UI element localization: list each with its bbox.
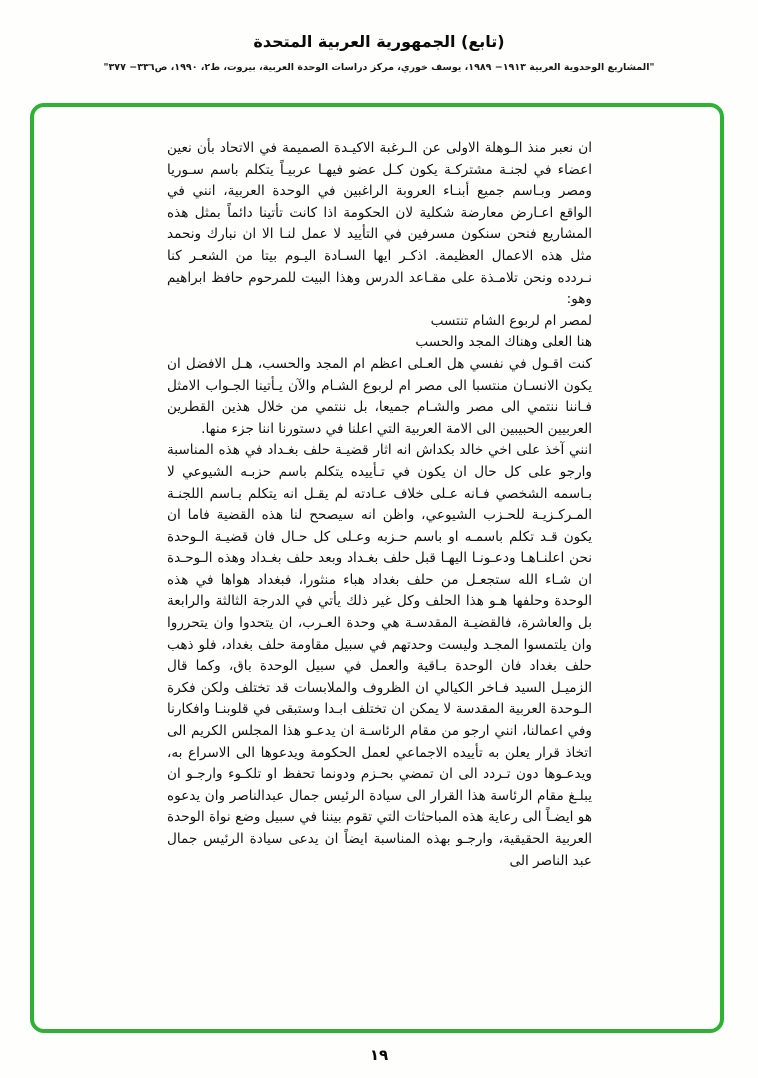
paragraph: ان نعبر منذ الـوهلة الاولى عن الـرغبة الاكيـدة الصميمة في الاتحاد بأن نعين اعضاء في لجنـة مشتركـة يكون كـل عضو فيهـا عربيـاً يتكلم باسم سـوريا ومصر وبـاسم جميع أبنـاء العروبة الراغبين في الوحدة العربية، انني في الواقع اعـارض معارضة شكلية لان الحكومة اذا كانت تأتينا دائماً بمثل هذه المشاريع فنحن سنكون مسرفين في التأييد لا عمل لنـا الا ان نبارك ونحمد مثل هذه الاعمال العظيمة. اذكـر ايها السـادة اليـوم بيتا من الشعـر كنا نـردده ونحن تلامـذة على مقـاعد الدرس وهذا البيت للمرحوم حافظ ابراهيم وهو: bbox=[167, 140, 592, 308]
poem-line: هنا العلى وهناك المجد والحسب bbox=[415, 334, 592, 351]
paragraph: انني آخذ على اخي خالد بكداش انه اثار قضيـة حلف بغـداد في هذه المناسبة وارجو على كل حال ان يكون في تـأييده يتكلم باسم حزبـه الشيوعي لا بـاسمه الشخصي فـانه عـلى خلاف عـادته لم يقـل انه يتكلم بـاسم اللجنـة المـركـزيـة للحـزب الشيوعي، واظن انه سيصحح لنا هذه القضية فاما ان يكون قـد تكلم باسمـه او باسم حـزبه وعـلى كل حـال فان قضيـة الـوحدة نحن اعلنـاهـا ودعـونـا اليهـا قبل حلف بغـداد وبعد حلف بغـداد وهذه الـوحـدة ان شـاء الله ستجعـل من حلف بغداد هباء منثورا، فبغداد هواها في هذه الوحدة وحلفها هـو هذا الحلف وكل غير ذلك يأتي في الدرجة الثالثة والرابعة بل والعاشرة، فالقضيـة المقدسـة هي وحدة العـرب، ان يتحدوا وان يتحرروا وان يلتمسوا المجـد وليست وحدتهم في سبيل مقاومة حلف بغداد، فلو ذهب حلف بغداد فان الوحدة بـاقية والعمل في سبيل الوحدة باق، وكما قال الزميـل السيد فـاخر الكيالي ان الظروف والملابسات قد تختلف ولكن فكرة الـوحدة العربية المقدسة لا يمكن ان تختلف ابـدا وستبقى في قلوبنـا وافكارنا وفي اعمالنا، انني ارجو من مقام الرئاسـة ان يدعـو هذا المجلس الكريم الى اتخاذ قرار يعلن به تأييده الاجماعي لعمل الحكومة ويدعوها الى الاسراع به، ويدعـوها دون تـردد الى ان تمضي بحـزم ودونما تحفظ او تلكـوء وارجـو ان يبلـغ مقام الرئاسة هذا القرار الى سيادة الرئيس جمال عبدالناصر وان يدعوه هو ايضـاً الى رعاية هذه المباحثات التي تقوم بيننا في سبيل وضع نواة الوحدة العربية الحقيقية، وارجـو بهذه المناسبة ايضاً ان يدعى سيادة الرئيس جمال عبد الناصر الى bbox=[167, 442, 592, 869]
source-citation: "المشاريع الوحدوية العربية ١٩١٣− ١٩٨٩، يوسف خوري، مركز دراسات الوحدة العربية، بيروت، ط٢، ١٩٩٠، ص٣٣٦− ٣٧٧" bbox=[103, 62, 655, 73]
body-text bbox=[167, 138, 592, 872]
page-number: ١٩ bbox=[369, 1046, 389, 1064]
page-title: (تابع) الجمهورية العربية المتحدة bbox=[253, 32, 505, 51]
poem-line: لمصر ام لربوع الشام تنتسب bbox=[430, 312, 592, 329]
page-header bbox=[0, 0, 758, 73]
paragraph: كنت اقـول في نفسي هل العـلى اعظم ام المجد والحسب، هـل الافضل ان يكون الانسـان منتسبا الى مصر ام لربوع الشـام والآن يـأتينا الجـواب الامثل فـاننا ننتمي الى مصر والشـام جميعا، بل ننتمي من خلال هذين القطرين العربيين الحبيبين الى الامة العربية التي اعلنا في دستورنا اننا جزء منها. bbox=[167, 355, 592, 437]
page-footer bbox=[0, 1045, 758, 1064]
